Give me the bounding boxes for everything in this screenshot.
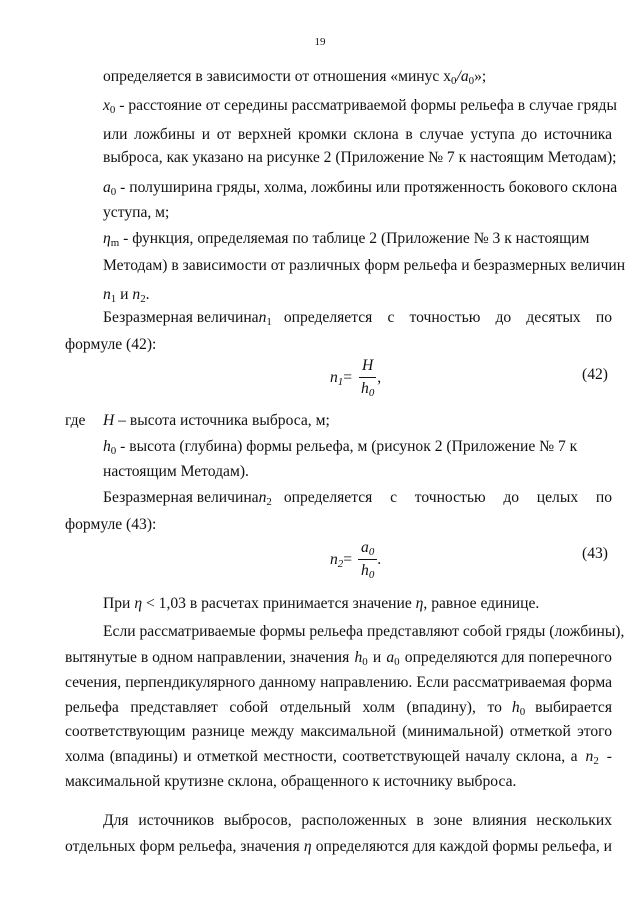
text-line: определяется в зависимости от отношения «минус $x_0/a_0$»; <box>103 68 487 87</box>
definition-a0: $a_0$ - полуширина гряды, холма, ложбины или протяженность бокового склона <box>103 179 618 198</box>
text-line: максимальной крутизне склона, обращенного к источнику выброса. <box>65 773 517 790</box>
equation-number-42: (42) <box>582 366 608 383</box>
text-line: Методам) в зависимости от различных форм рельефа и безразмерных величин <box>103 257 626 274</box>
where-label: где <box>65 412 86 429</box>
text-line: соответствующим разнице между максимальной (минимальной) отметкой этого <box>65 723 612 740</box>
text-line: Для источников выбросов, расположенных в зоне влияния нескольких <box>103 812 612 829</box>
text-line: сечения, перпендикулярного данному направлению. Если рассматриваемая форма <box>65 674 612 691</box>
formula-42-denominator: $h_0$ <box>361 380 375 399</box>
text-line: выброса, как указано на рисунке 2 (Приложение № 7 к настоящим Методам); <box>103 149 617 166</box>
formula-42: $n_1$ = $\frac{H}{h_0}$ , <box>330 357 382 399</box>
formula-42-numerator: H <box>359 356 376 378</box>
formula-43-denominator: $h_0$ <box>361 562 375 581</box>
text-line: рельефа представляет собой отдельный холм (впадину), то $h_0$ выбирается <box>65 699 612 718</box>
formula-43: $n_2$ = $\frac{a_0}{h_0}$ . <box>330 539 382 581</box>
text-line: Безразмерная величина $n_2$ определяется с точностью до целых по <box>103 489 612 508</box>
text-line: вытянутые в одном направлении, значения $h_0$ и $a_0$ определяются для поперечного <box>65 649 612 668</box>
text-line: формуле (43): <box>65 516 157 533</box>
text-line: настоящим Методам). <box>103 463 249 480</box>
text-line: Безразмерная величина $n_1$ определяется с точностью до десятых по <box>103 309 612 328</box>
text-line: $n_1$ и $n_2$. <box>103 286 150 305</box>
text-line: Если рассматриваемые формы рельефа представляют собой гряды (ложбины), <box>103 623 625 640</box>
page-number: 19 <box>314 36 326 48</box>
definition-h: H – высота источника выброса, м; <box>103 412 330 429</box>
definition-x0: $x_0$ - расстояние от середины рассматриваемой формы рельефа в случае гряды <box>103 97 617 116</box>
text-line: При η < 1,03 в расчетах принимается значение η, равное единице. <box>103 595 540 612</box>
definition-eta-m: $\eta_m$ - функция, определяемая по таблице 2 (Приложение № 3 к настоящим <box>103 230 590 249</box>
equation-number-43: (43) <box>582 545 608 562</box>
text-line: уступа, м; <box>103 204 170 221</box>
text-line: отдельных форм рельефа, значения η определяются для каждой формы рельефа, и <box>65 838 612 855</box>
text-line: формуле (42): <box>65 336 157 353</box>
formula-43-numerator: $a_0$ <box>358 538 377 560</box>
text-line: холма (впадины) и отметкой местности, соответствующей началу склона, а $n_2$ - <box>65 748 612 767</box>
text-line: или ложбины и от верхней кромки склона в случае уступа до источника <box>103 126 612 143</box>
definition-h0: $h_0$ - высота (глубина) формы рельефа, м (рисунок 2 (Приложение № 7 к <box>103 438 578 457</box>
